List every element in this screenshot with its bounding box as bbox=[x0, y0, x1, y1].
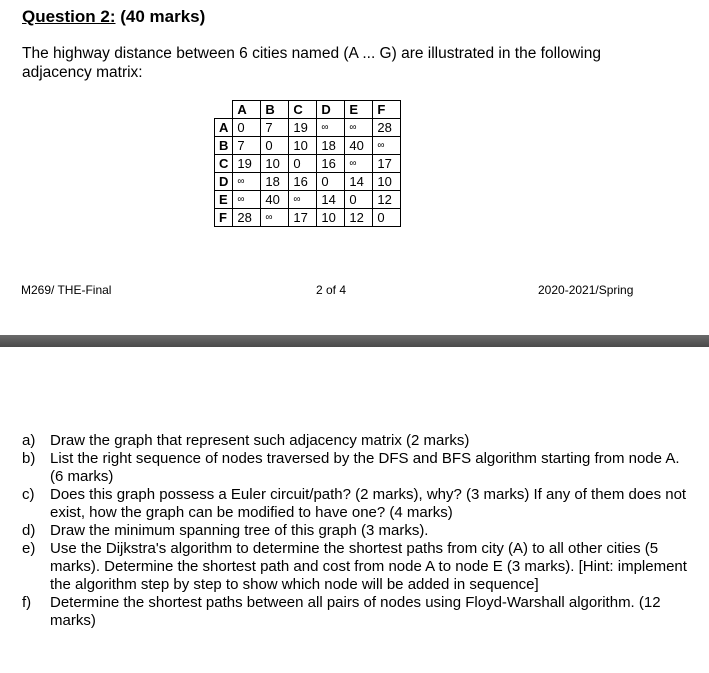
adjacency-matrix bbox=[214, 100, 401, 227]
matrix-cell: 19 bbox=[289, 119, 317, 137]
matrix-cell: ∞ bbox=[289, 191, 317, 209]
matrix-cell: 19 bbox=[233, 155, 261, 173]
question-intro: The highway distance between 6 cities named (A ... G) are illustrated in the following adjacency matrix: bbox=[22, 45, 601, 81]
matrix-cell: 0 bbox=[317, 173, 345, 191]
item-label: d) bbox=[22, 522, 36, 539]
matrix-cell: 0 bbox=[373, 209, 401, 227]
matrix-row-header: E bbox=[215, 191, 233, 209]
matrix-cell: 28 bbox=[233, 209, 261, 227]
list-item bbox=[22, 594, 692, 630]
matrix-cell: 7 bbox=[261, 119, 289, 137]
item-label: f) bbox=[22, 594, 32, 611]
matrix-cell: 18 bbox=[261, 173, 289, 191]
matrix-col-header: F bbox=[373, 101, 401, 119]
matrix-col-header: E bbox=[345, 101, 373, 119]
item-label: b) bbox=[22, 450, 36, 467]
question-list bbox=[22, 432, 692, 630]
matrix-row bbox=[215, 137, 401, 155]
matrix-cell: 40 bbox=[345, 137, 373, 155]
item-text: Determine the shortest paths between all pairs of nodes using Floyd-Warshall algorithm. (12 marks) bbox=[50, 594, 661, 629]
matrix-cell: 12 bbox=[345, 209, 373, 227]
item-text: Draw the graph that represent such adjacency matrix (2 marks) bbox=[50, 432, 470, 449]
item-label: a) bbox=[22, 432, 36, 449]
matrix-row-header: D bbox=[215, 173, 233, 191]
footer-term: 2020-2021/Spring bbox=[538, 283, 634, 297]
item-label: e) bbox=[22, 540, 36, 557]
matrix-row-header: A bbox=[215, 119, 233, 137]
matrix-cell: ∞ bbox=[261, 209, 289, 227]
matrix-row bbox=[215, 209, 401, 227]
list-item bbox=[22, 450, 692, 486]
matrix-cell: ∞ bbox=[373, 137, 401, 155]
list-item bbox=[22, 486, 692, 522]
matrix-cell: 18 bbox=[317, 137, 345, 155]
matrix-row bbox=[215, 155, 401, 173]
list-item bbox=[22, 522, 692, 540]
matrix-row-header: B bbox=[215, 137, 233, 155]
matrix-cell: 10 bbox=[317, 209, 345, 227]
matrix-cell: 17 bbox=[289, 209, 317, 227]
list-item bbox=[22, 540, 692, 594]
matrix-col-header: B bbox=[261, 101, 289, 119]
matrix-cell: 16 bbox=[317, 155, 345, 173]
list-item bbox=[22, 432, 692, 450]
matrix-cell: ∞ bbox=[233, 191, 261, 209]
matrix-cell: 0 bbox=[345, 191, 373, 209]
question-number: Question 2: bbox=[22, 7, 116, 26]
matrix-row bbox=[215, 119, 401, 137]
matrix-cell: 7 bbox=[233, 137, 261, 155]
matrix-row-header: F bbox=[215, 209, 233, 227]
question-marks: (40 marks) bbox=[115, 7, 206, 26]
matrix-cell: ∞ bbox=[233, 173, 261, 191]
item-text: Draw the minimum spanning tree of this graph (3 marks). bbox=[50, 522, 429, 539]
matrix-row-header: C bbox=[215, 155, 233, 173]
item-label: c) bbox=[22, 486, 35, 503]
matrix-cell: ∞ bbox=[345, 155, 373, 173]
matrix-col-header: C bbox=[289, 101, 317, 119]
matrix-cell: 10 bbox=[373, 173, 401, 191]
matrix-cell: 14 bbox=[345, 173, 373, 191]
item-text: List the right sequence of nodes traversed by the DFS and BFS algorithm starting from node A. (6 marks) bbox=[50, 450, 680, 485]
matrix-col-header: A bbox=[233, 101, 261, 119]
footer-page-number: 2 of 4 bbox=[316, 283, 347, 297]
matrix-cell: 28 bbox=[373, 119, 401, 137]
matrix-cell: 0 bbox=[233, 119, 261, 137]
matrix-cell: 12 bbox=[373, 191, 401, 209]
matrix-cell: ∞ bbox=[345, 119, 373, 137]
matrix-corner bbox=[215, 101, 233, 119]
item-text: Does this graph possess a Euler circuit/path? (2 marks), why? (3 marks) If any of them does not exist, how the graph can be modified to have one? (4 marks) bbox=[50, 486, 687, 521]
matrix-cell: 40 bbox=[261, 191, 289, 209]
matrix-cell: 10 bbox=[289, 137, 317, 155]
matrix-col-header: D bbox=[317, 101, 345, 119]
matrix-cell: 0 bbox=[261, 137, 289, 155]
matrix-row bbox=[215, 191, 401, 209]
matrix-header-row bbox=[215, 101, 401, 119]
matrix-row bbox=[215, 173, 401, 191]
question-heading bbox=[22, 7, 205, 27]
matrix-cell: 0 bbox=[289, 155, 317, 173]
matrix-cell: ∞ bbox=[317, 119, 345, 137]
matrix-cell: 17 bbox=[373, 155, 401, 173]
matrix-cell: 14 bbox=[317, 191, 345, 209]
matrix-cell: 10 bbox=[261, 155, 289, 173]
item-text: Use the Dijkstra's algorithm to determine the shortest paths from city (A) to all other cities (5 marks). Determine the shortest path and cost from node A to node E (3 marks). [Hint: implement the algorithm step by step to show which node will be added in sequence] bbox=[50, 540, 687, 593]
matrix-cell: 16 bbox=[289, 173, 317, 191]
page-separator bbox=[0, 335, 709, 347]
footer-course: M269/ THE-Final bbox=[21, 283, 112, 297]
